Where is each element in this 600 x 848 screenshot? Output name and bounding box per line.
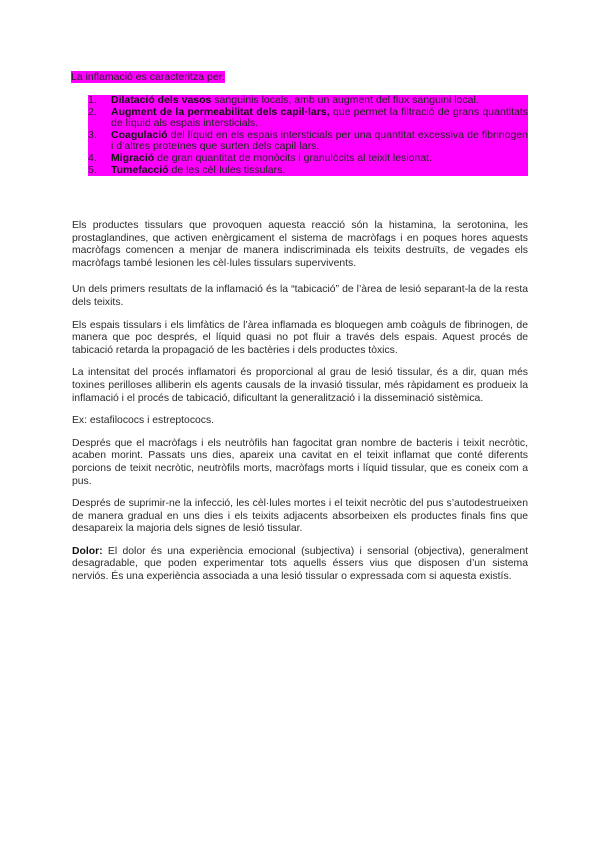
list-description: del líquid en els espais intersticials per una quantitat excessiva de fibrinogen i d’altres proteïnes que surten dels capil·lars.: [111, 128, 528, 153]
pain-definition: El dolor és una experiència emocional (subjectiva) i sensorial (objectiva), generalment desagradable, que poden experimentar tots aquells éssers vius que disposen d’un sistema nerviós. És una experiència associada a una lesió tissular o expressada com si aquesta existís.: [72, 545, 528, 583]
body-text: [72, 220, 528, 594]
list-term: Tumefacció: [111, 163, 169, 176]
list-description: de gran quantitat de monòcits i granulòcits al teixit lesionat.: [154, 151, 433, 164]
paragraph-pain: [72, 546, 528, 584]
paragraph-histamine: Els productes tissulars que provoquen aquesta reacció són la histamina, la serotonina, les prostaglandines, que activen enèrgicament el sistema de macròfags i en poques hores aquests macròfags comencen a menjar de manera indiscriminada els teixits destruïts, de vegades els macròfags també lesionen les cèl·lules tissulars supervivents.: [72, 220, 528, 269]
list-term: Dilatació dels vasos: [111, 94, 212, 106]
list-number: 5.: [88, 163, 97, 176]
list-text: [111, 165, 528, 177]
list-number: 3.: [88, 128, 97, 141]
list-term: Coagulació: [111, 128, 168, 141]
list-description: que permet la filtració de grans quantitats de líquid als espais intersticials.: [111, 105, 528, 130]
list-text: [111, 130, 528, 153]
list-item: [88, 165, 528, 177]
pain-term: Dolor:: [72, 545, 103, 557]
list-number: 1.: [88, 94, 97, 106]
list-text: [111, 107, 528, 130]
paragraph-tabication: Un dels primers resultats de la inflamació és la “tabicació” de l’àrea de lesió separant-la de la resta dels teixits.: [72, 284, 528, 308]
intro-line: [71, 71, 225, 84]
list-number: 2.: [88, 105, 97, 118]
list-term: Augment de la permeabilitat dels capil·lars,: [111, 105, 330, 118]
list-item: [88, 130, 528, 153]
paragraph-resolution: Després de suprimir-ne la infecció, les cèl·lules mortes i el teixit necròtic del pus s’autodestrueixen de manera gradual en uns dies i els teixits adjacents absorbeixen els productes finals fins que desapareix la majoria dels signes de lesió tissular.: [72, 498, 528, 535]
list-number: 4.: [88, 151, 97, 164]
inflammation-causes-list: [88, 95, 528, 176]
list-description: de les cèl·lules tissulars.: [168, 163, 286, 176]
list-term: Migració: [111, 151, 155, 164]
intro-text: La inflamació es caracteritza per:: [71, 71, 226, 83]
list-item: [88, 107, 528, 130]
list-description: sanguinis locals, amb un augment del flux sanguini local.: [211, 94, 479, 106]
paragraph-lymphatics: Els espais tissulars i els limfàtics de l’àrea inflamada es bloquegen amb coàguls de fibrinogen, de manera que poc després, el líquid quasi no pot fluir a través dels espais. Aquest procés de tabicació retarda la propagació de les bactèries i dels productes tòxics.: [72, 319, 528, 356]
paragraph-pus: Després que el macròfags i els neutròfils han fagocitat gran nombre de bacteris i teixit necròtic, acaben morint. Passats uns dies, apareix una cavitat en el teixit inflamat que conté diferents porcions de teixit necròtic, neutròfils morts, macròfags morts i líquid tissular, que es coneix com a pus.: [72, 437, 528, 487]
paragraph-example: Ex: estafilococs i estreptococs.: [72, 415, 215, 427]
paragraph-intensity: La intensitat del procés inflamatori és proporcional al grau de lesió tissular, és a dir, quan més toxines perilloses alliberin els agents causals de la invasió tissular, més ràpidament es produeix la inflamació i el procés de tabicació, dificultant la generalització i la disseminació sistèmica.: [72, 367, 528, 404]
